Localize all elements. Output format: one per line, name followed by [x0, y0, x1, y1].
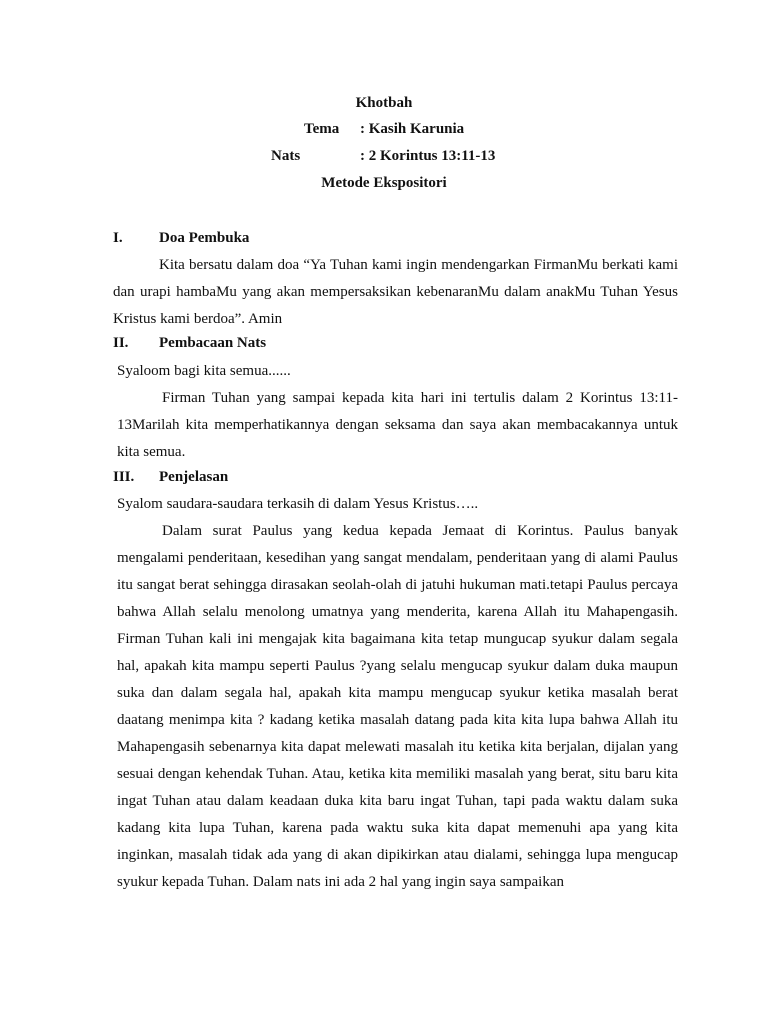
section-heading: Pembacaan Nats — [159, 335, 267, 351]
tema-value: : Kasih Karunia — [360, 121, 465, 137]
paragraph-line: Kita bersatu dalam doa “Ya Tuhan kami ingin mendengarkan FirmanMu berkati kami — [159, 257, 678, 273]
paragraph-line: ingat Tuhan atau dalam keadaan duka kita baru ingat Tuhan, tapi pada waktu dalam suka — [117, 793, 678, 809]
paragraph-line: Firman Tuhan yang sampai kepada kita hari ini tertulis dalam 2 Korintus 13:11- — [162, 390, 678, 406]
section-heading: Doa Pembuka — [159, 230, 250, 246]
paragraph-line: sesuai dengan kehendak Tuhan. Atau, ketika kita memiliki masalah yang berat, situ baru kita — [117, 766, 678, 782]
paragraph-line: dan urapi hambaMu yang akan mempersaksikan kebenaranMu dalam anakMu Tuhan Yesus — [113, 284, 678, 300]
section-heading: Penjelasan — [159, 469, 229, 485]
paragraph-line: kita semua. — [117, 444, 186, 460]
section-number: II. — [113, 335, 129, 351]
nats-value: : 2 Korintus 13:11-13 — [360, 148, 496, 164]
paragraph-line: Firman Tuhan kali ini mengajak kita bagaimana kita tetap mungucap syukur dalam segala — [117, 631, 678, 647]
paragraph-line: mengalami penderitaan, kesedihan yang sangat mendalam, penderitaan yang di alami Paulus — [117, 550, 678, 566]
nats-label: Nats — [271, 148, 301, 164]
section-number: III. — [113, 469, 135, 485]
paragraph-line: Mahapengasih sebenarnya kita dapat melewati masalah itu ketika kita berjalan, dijalan yang — [117, 739, 678, 755]
paragraph-line: Syaloom bagi kita semua...... — [117, 363, 291, 379]
paragraph-line: Kristus kami berdoa”. Amin — [113, 311, 283, 327]
method-label: Metode Ekspositori — [321, 175, 447, 191]
paragraph-line: Syalom saudara-saudara terkasih di dalam Yesus Kristus….. — [117, 496, 479, 512]
paragraph-line: inginkan, masalah tidak ada yang di akan dipikirkan atau dialami, sehingga lupa mengucap — [117, 847, 678, 863]
document-title: Khotbah — [355, 95, 413, 111]
paragraph-line: suka dan dalam segala hal, apakah kita mampu mengucap syukur ketika masalah berat — [117, 685, 678, 701]
paragraph-line: itu sangat berat sehingga dirasakan seolah-olah di jatuhi hukuman mati.tetapi Paulus percaya — [117, 577, 678, 593]
paragraph-line: bahwa Allah selalu menolong umatnya yang menderita, karena Allah itu Mahapengasih. — [117, 604, 678, 620]
paragraph-line: Dalam surat Paulus yang kedua kepada Jemaat di Korintus. Paulus banyak — [162, 523, 678, 539]
tema-label: Tema — [304, 121, 340, 137]
paragraph-line: daatang menimpa kita ? kadang ketika masalah datang pada kita kita lupa bahwa Allah itu — [117, 712, 678, 728]
paragraph-line: kadang kita lupa Tuhan, karena pada waktu suka kita dapat memenuhi apa yang kita — [117, 820, 678, 836]
paragraph-line: hal, apakah kita mampu seperti Paulus ?yang selalu mengucap syukur dalam duka maupun — [117, 658, 678, 674]
paragraph-line: syukur kepada Tuhan. Dalam nats ini ada 2 hal yang ingin saya sampaikan — [117, 874, 564, 890]
section-number: I. — [113, 230, 123, 246]
paragraph-line: 13Marilah kita memperhatikannya dengan seksama dan saya akan membacakannya untuk — [117, 417, 678, 433]
